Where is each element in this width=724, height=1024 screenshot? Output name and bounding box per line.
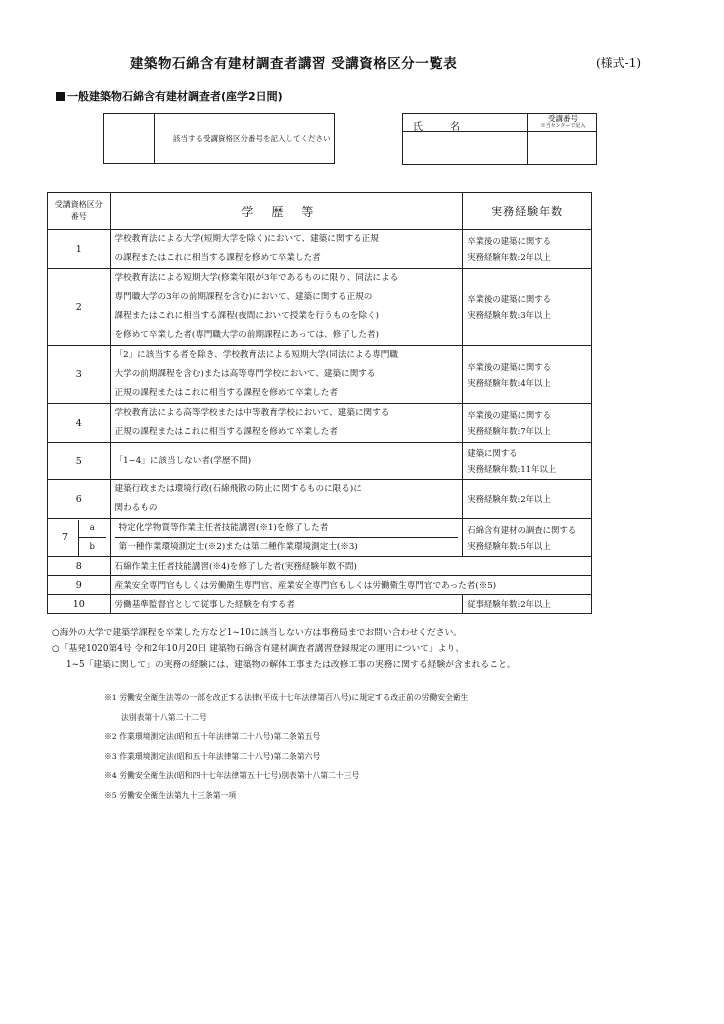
row-education: 労働基準監督官として従事した経験を有する者 [110,595,463,614]
table-row [48,346,592,404]
row-education: 「2」に該当する者を除き、学校教育法による短期大学(同法による専門職 大学の前期課程を含む)または高等専門学校において、建築に関する 正規の課程またはこれに相当する課程を修めて卒業した者 [110,346,463,404]
row-number: 5 [48,443,111,480]
row-number: 9 [48,576,111,595]
table-row [48,519,592,557]
name-label: 氏 名 [413,122,473,133]
row-education: 学校教育法による高等学校または中等教育学校において、建築に関する 正規の課程またはこれに相当する課程を修めて卒業した者 [110,404,463,443]
note-reference-detail: 1~5「建築に関して」の実務の経験には、建築物の解体工事または改修工事の実務に関する経験が含まれること。 [66,660,516,670]
table-header-row [48,193,592,230]
page-title: 建築物石綿含有建材調査者講習 受講資格区分一覧表 [130,56,458,72]
footnote-5: ※5 労働安全衛生法第九十三条第一項 [104,790,237,800]
row-education: 学校教育法による大学(短期大学を除く)において、建築に関する正規 の課程またはこれに相当する課程を修めて卒業した者 [110,230,463,269]
row-experience: 卒業後の建築に関する 実務経験年数:2年以上 [463,230,592,269]
row-experience: 従事経験年数:2年以上 [463,595,592,614]
footnote-2: ※2 作業環境測定法(昭和五十年法律第二十八号)第二条第五号 [104,732,321,741]
table-row [48,230,592,269]
row-experience: 実務経験年数:2年以上 [463,480,592,519]
table-row [48,480,592,519]
row7-sub-b: b [79,537,106,556]
row-experience: 卒業後の建築に関する 実務経験年数:3年以上 [463,269,592,346]
footnote-1-cont: 法別表第十八第二十二号 [121,712,207,722]
table-row [48,576,592,595]
row7-education-b: 第一種作業環境測定士(※2)または第二種作業環境測定士(※3) [115,537,459,556]
footnote-4: ※4 労働安全衛生法(昭和四十七年法律第五十七号)別表第十八第二十三号 [104,771,360,780]
table-row [48,269,592,346]
row-number: 8 [48,557,111,576]
row-experience: 石綿含有建材の調査に関する 実務経験年数:5年以上 [463,519,592,557]
exam-number-label: 受講番号 [548,114,578,123]
row-number: 4 [48,404,111,443]
entry-instruction: 該当する受講資格区分番号を記入してください [154,114,334,163]
row-experience: 卒業後の建築に関する 実務経験年数:7年以上 [463,404,592,443]
row-education: 学校教育法による短期大学(修業年限が3年であるものに限り、同法による 専門職大学の3年の前期課程を含む)において、建築に関する正規の 課程またはこれに相当する課程(夜間において授業を行うものを除く) を修めて卒業した者(専門職大学の前期課程にあっては、修了した者) [110,269,463,346]
row-education [110,519,463,557]
form-number: (様式-1) [596,56,642,70]
table-row [48,595,592,614]
footnote-3: ※3 作業環境測定法(昭和五十年法律第二十八号)第二条第六号 [104,751,321,761]
row7-number: 7 [61,532,69,543]
row-number: 1 [48,230,111,269]
row-number: 10 [48,595,111,614]
table-row [48,404,592,443]
row-experience: 卒業後の建築に関する 実務経験年数:4年以上 [463,346,592,404]
section-subtitle [56,88,283,104]
row-number: 6 [48,480,111,519]
header-education: 学歴等 [110,193,463,230]
notes-section [52,625,516,673]
table-row [48,443,592,480]
square-bullet-icon [56,92,65,101]
row-number: 3 [48,346,111,404]
row7-sub-a: a [89,523,95,534]
row-number: 2 [48,269,111,346]
footnotes-section [104,688,468,805]
subtitle-text: 一般建築物石綿含有建材調査者(座学2日間) [67,90,283,103]
row-education: 建築行政または環境行政(石綿飛散の防止に関するものに限る)に 関わるもの [110,480,463,519]
row-education: 産業安全専門官もしくは労働衛生専門官、産業安全専門官もしくは労働衛生専門官であった者(※5) [110,576,592,595]
note-overseas: ○海外の大学で建築学課程を卒業した方など1~10に該当しない方は事務局までお問い合わせください。 [52,628,463,638]
header-no: 受講資格区分番号 [48,193,111,230]
table-row [48,557,592,576]
footnote-1: ※1 労働安全衛生法等の一部を改正する法律(平成十七年法律第百八号)に規定する改正前の労働安全衛生 [104,693,469,702]
row-education: 石綿作業主任者技能講習(※4)を修了した者(実務経験年数不問) [110,557,592,576]
qualification-number-entry-box [103,113,335,164]
row-experience: 建築に関する 実務経験年数:11年以上 [463,443,592,480]
qualification-table [47,192,592,614]
row-number [48,519,111,557]
exam-number-note: ※当センターで記入 [540,123,586,129]
row7-education-a: 特定化学物質等作業主任者技能講習(※1)を修了した者 [118,523,329,533]
header-experience: 実務経験年数 [463,193,592,230]
name-number-box [402,113,597,165]
row-education: 「1~4」に該当しない者(学歴不問) [110,443,463,480]
note-reference: ○「基発1020第4号 令和2年10月20日 建築物石綿含有建材調査者講習登録規定の運用について」より、 [52,644,465,654]
